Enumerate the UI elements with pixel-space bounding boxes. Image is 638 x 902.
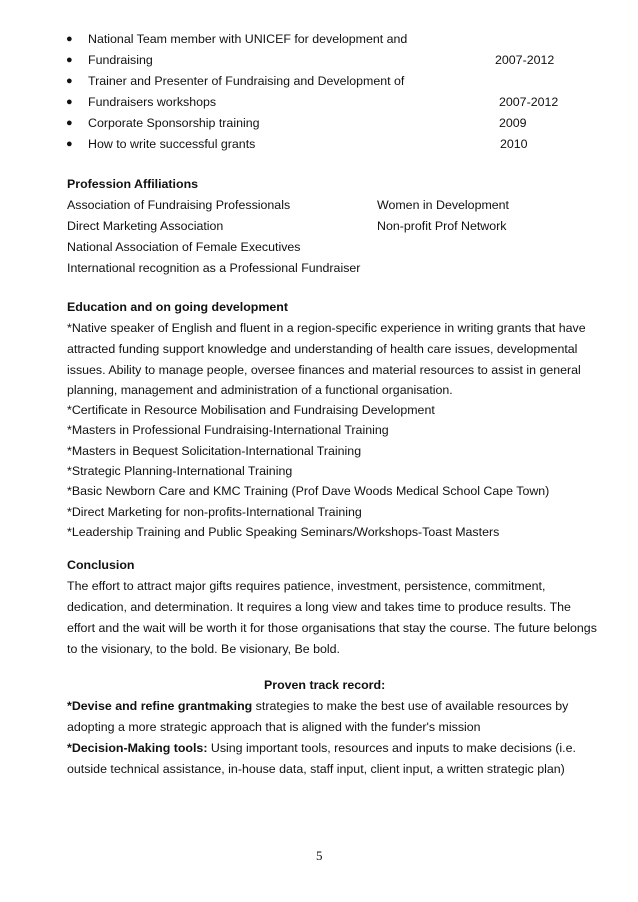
bullet-icon: ● <box>66 33 73 45</box>
bullet-text: Fundraisers workshops <box>88 95 217 109</box>
education-line: attracted funding support knowledge and understanding of health care issues, developmental <box>67 342 578 356</box>
bullet-icon: ● <box>66 117 73 129</box>
education-line: *Direct Marketing for non-profits-International Training <box>67 505 362 519</box>
conclusion-line: effort and the wait will be worth it for those organisations that stay the course. The future belongs <box>67 621 597 635</box>
bullet-text: How to write successful grants <box>88 137 256 151</box>
conclusion-line: The effort to attract major gifts requires patience, investment, persistence, commitment, <box>67 579 546 593</box>
conclusion-line: to the visionary, to the bold. Be visionary, Be bold. <box>67 642 340 656</box>
track-record-item <box>67 741 576 755</box>
bullet-text: Corporate Sponsorship training <box>88 116 260 130</box>
affiliations-heading: Profession Affiliations <box>67 177 199 191</box>
bullet-year: 2009 <box>499 116 527 130</box>
education-line: *Basic Newborn Care and KMC Training (Prof Dave Woods Medical School Cape Town) <box>67 484 550 498</box>
education-line: *Masters in Bequest Solicitation-International Training <box>67 444 362 458</box>
track-record-line: adopting a more strategic approach that is aligned with the funder's mission <box>67 720 481 734</box>
track-record-line: outside technical assistance, in-house data, staff input, client input, a written strategic plan) <box>67 762 565 776</box>
education-line: *Leadership Training and Public Speaking Seminars/Workshops-Toast Masters <box>67 525 500 539</box>
education-line: *Strategic Planning-International Training <box>67 464 293 478</box>
track-record-item-title: *Decision-Making tools: <box>67 741 208 755</box>
bullet-year: 2007-2012 <box>499 95 559 109</box>
track-record-heading: Proven track record: <box>264 678 386 692</box>
affiliation-item: Direct Marketing Association <box>67 219 224 233</box>
bullet-text: National Team member with UNICEF for development and <box>88 32 408 46</box>
bullet-text: Fundraising <box>88 53 153 67</box>
affiliation-item: Non-profit Prof Network <box>377 219 507 233</box>
education-heading: Education and on going development <box>67 300 288 314</box>
bullet-year: 2010 <box>500 137 528 151</box>
track-record-item <box>67 699 568 713</box>
education-line: *Native speaker of English and fluent in a region-specific experience in writing grants that have <box>67 321 586 335</box>
education-line: *Certificate in Resource Mobilisation and Fundraising Development <box>67 403 435 417</box>
affiliation-item: Association of Fundraising Professionals <box>67 198 291 212</box>
bullet-text: Trainer and Presenter of Fundraising and Development of <box>88 74 405 88</box>
education-line: *Masters in Professional Fundraising-International Training <box>67 423 389 437</box>
conclusion-line: dedication, and determination. It requires a long view and takes time to produce results. The <box>67 600 571 614</box>
track-record-item-text: Using important tools, resources and inputs to make decisions (i.e. <box>207 741 576 755</box>
conclusion-heading: Conclusion <box>67 558 135 572</box>
bullet-year: 2007-2012 <box>495 53 555 67</box>
bullet-icon: ● <box>66 96 73 108</box>
bullet-icon: ● <box>66 138 73 150</box>
affiliation-item: National Association of Female Executives <box>67 240 301 254</box>
affiliation-item: Women in Development <box>377 198 510 212</box>
bullet-icon: ● <box>66 54 73 66</box>
page-number: 5 <box>316 848 323 863</box>
track-record-item-title: *Devise and refine grantmaking <box>67 699 253 713</box>
bullet-icon: ● <box>66 75 73 87</box>
education-line: planning, management and administration of a functional organisation. <box>67 383 453 397</box>
track-record-item-text: strategies to make the best use of available resources by <box>252 699 569 713</box>
affiliation-item: International recognition as a Professional Fundraiser <box>67 261 361 275</box>
education-line: issues. Ability to manage people, oversee finances and material resources to assist in general <box>67 363 581 377</box>
